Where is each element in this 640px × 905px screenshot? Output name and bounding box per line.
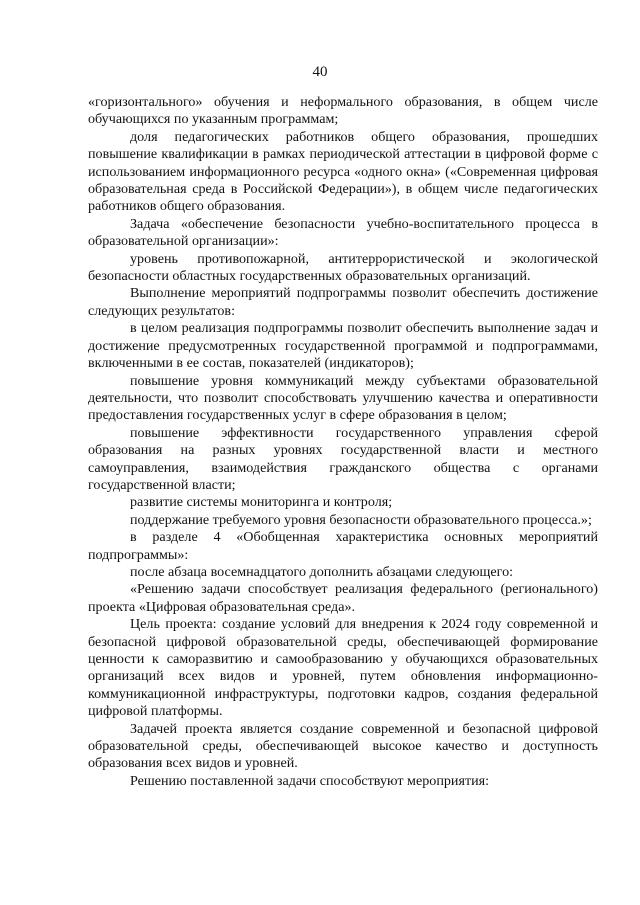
paragraph: развитие системы мониторинга и контроля;	[130, 494, 393, 511]
paragraph: повышение уровня коммуникаций между субъектами образовательной деятельности, что позволит способствовать улучшению качества и оперативности предоставления государственных услуг в сфере образования в целом;	[88, 372, 598, 424]
paragraph: в разделе 4 «Обобщенная характеристика основных мероприятий подпрограммы»:	[88, 529, 598, 563]
paragraph: Задачей проекта является создание современной и безопасной цифровой образовательной среды, обеспечивающей высокое качество и доступность образования всех видов и уровней.	[88, 720, 598, 772]
page-number: 40	[312, 64, 328, 80]
paragraph: Цель проекта: создание условий для внедрения к 2024 году современной и безопасной цифровой образовательной среды, обеспечивающей формирование ценности к саморазвитию и самообразованию у обучающихся образовательных организаций всех видов и уровней, путем обновления информационно-коммуникационной инфраструктуры, подготовки кадров, создания федеральной цифровой платформы.	[88, 616, 598, 720]
paragraph: уровень противопожарной, антитеррористической и экологической безопасности областных государственных образовательных организаций.	[88, 250, 598, 285]
paragraph: Решению поставленной задачи способствуют мероприятия:	[130, 772, 490, 789]
paragraph: Выполнение мероприятий подпрограммы позволит обеспечить достижение следующих результатов:	[88, 285, 598, 319]
paragraph: поддержание требуемого уровня безопасности образовательного процесса.»;	[130, 511, 592, 528]
paragraph: после абзаца восемнадцатого дополнить абзацами следующего:	[130, 563, 514, 580]
paragraph: «горизонтального» обучения и неформального образования, в общем числе обучающихся по указанным программам;	[88, 94, 598, 128]
paragraph: Задача «обеспечение безопасности учебно-воспитательного процесса в образовательной организации»:	[88, 215, 598, 250]
paragraph: доля педагогических работников общего образования, прошедших повышение квалификации в рамках периодической аттестации в цифровой форме с использованием информационного ресурса «одного окна» («Современная цифровая образовательная среда в Российской Федерации»), в общем числе педагогических работников общего образования.	[88, 128, 598, 215]
document-body	[88, 94, 598, 790]
paragraph: «Решению задачи способствует реализация федерального (регионального) проекта «Цифровая образовательная среда».	[88, 581, 598, 615]
paragraph: повышение эффективности государственного управления сферой образования на разных уровнях государственной власти и местного самоуправления, взаимодействия гражданского общества с органами государственной власти;	[88, 424, 598, 493]
paragraph: в целом реализация подпрограммы позволит обеспечить выполнение задач и достижение предусмотренных государственной программой и подпрограммами, включенными в ее состав, показателей (индикаторов);	[88, 320, 598, 372]
